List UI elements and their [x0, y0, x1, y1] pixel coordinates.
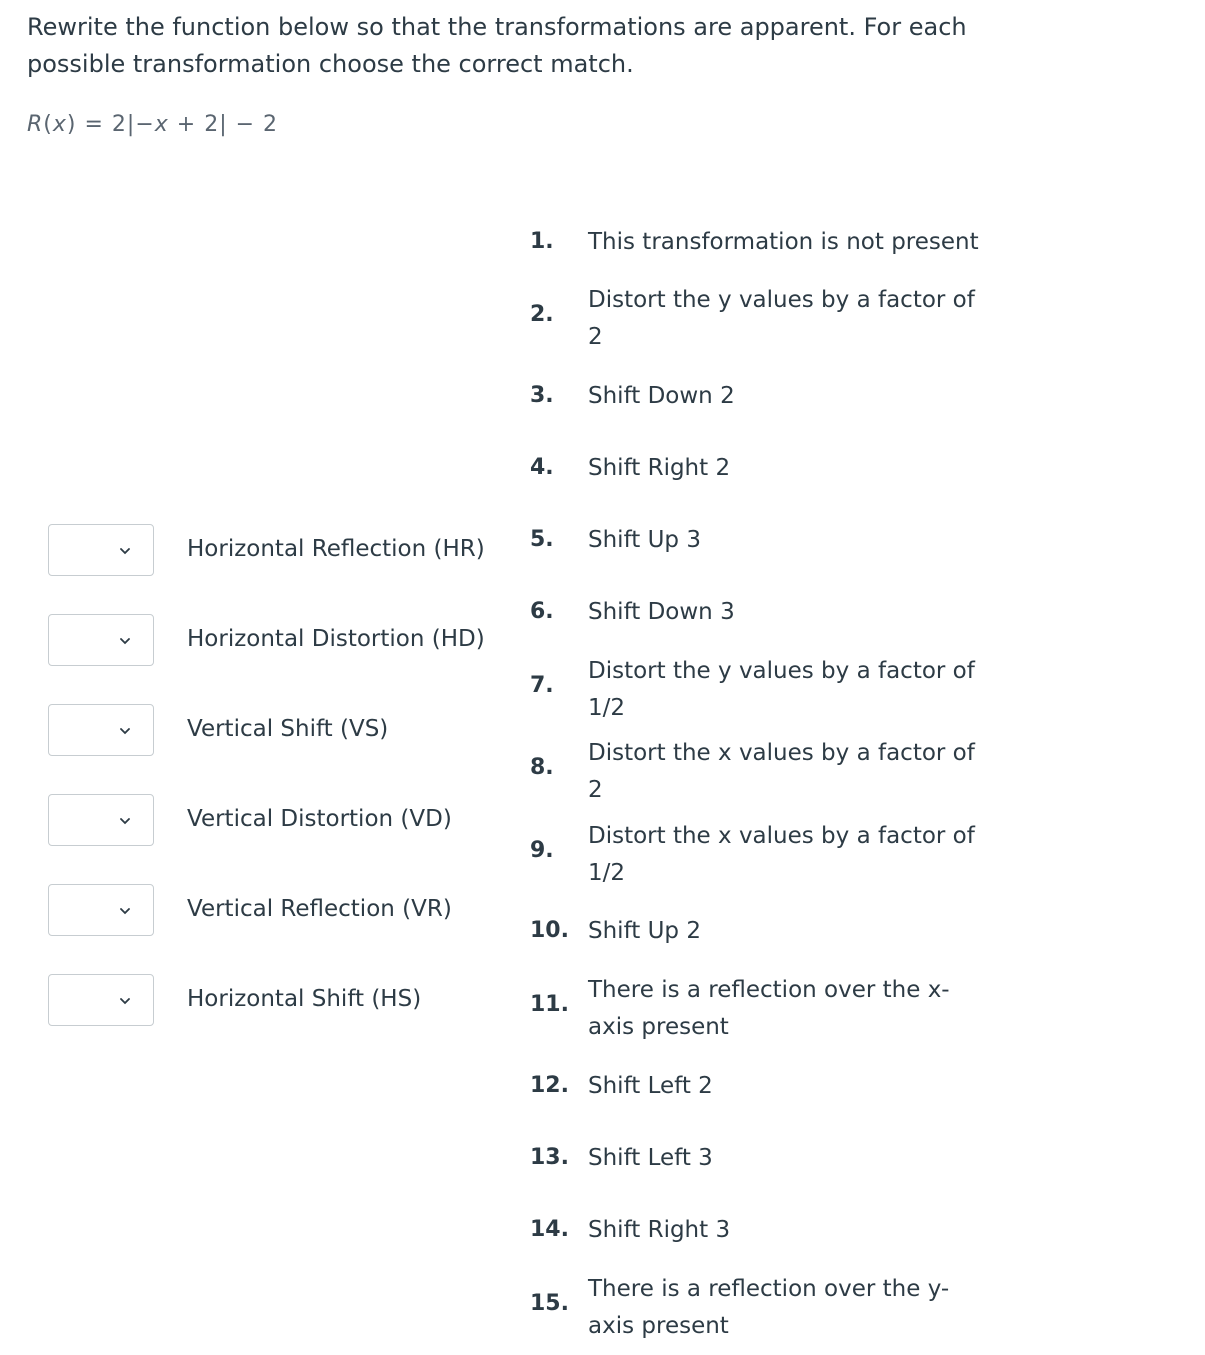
option-number: 5.: [530, 527, 554, 552]
option-text: Shift Right 2: [588, 455, 731, 481]
option-text: Shift Left 2: [588, 1073, 713, 1099]
match-select-hd[interactable]: [48, 614, 154, 666]
option-text: There is a reflection over the x-axis present: [588, 977, 950, 1040]
option-text: This transformation is not present: [588, 229, 979, 255]
option-number: 3.: [530, 383, 554, 408]
option-text: Shift Up 3: [588, 527, 701, 553]
option-number: 2.: [530, 302, 554, 327]
chevron-down-icon: [119, 815, 131, 827]
function-name: R: [27, 112, 44, 137]
option-text: Shift Down 2: [588, 383, 735, 409]
question-prompt: [27, 9, 987, 83]
option-text: Shift Right 3: [588, 1217, 731, 1243]
chevron-down-icon: [119, 995, 131, 1007]
option-number: 11.: [530, 992, 569, 1017]
option-number: 8.: [530, 755, 554, 780]
option-number: 9.: [530, 838, 554, 863]
match-select-vs[interactable]: [48, 704, 154, 756]
option-text: Shift Left 3: [588, 1145, 713, 1171]
equation-variable: x: [154, 112, 169, 137]
option-text: Distort the y values by a factor of 1/2: [588, 658, 975, 721]
match-row: [48, 884, 518, 938]
option-text: There is a reflection over the y-axis present: [588, 1276, 950, 1339]
equation-tail: + 2| − 2: [168, 112, 279, 137]
option-number: 6.: [530, 599, 554, 624]
function-variable: x: [52, 112, 67, 137]
match-label: Vertical Reflection (VR): [187, 896, 452, 922]
match-label: Horizontal Reflection (HR): [187, 536, 485, 562]
match-row: [48, 524, 518, 578]
option-text: Shift Down 3: [588, 599, 735, 625]
option-text: Distort the x values by a factor of 1/2: [588, 823, 975, 886]
match-label: Horizontal Shift (HS): [187, 986, 422, 1012]
match-label: Vertical Distortion (VD): [187, 806, 452, 832]
match-row: [48, 794, 518, 848]
chevron-down-icon: [119, 725, 131, 737]
prompt-line-2: possible transformation choose the correct match.: [27, 50, 634, 78]
match-select-vd[interactable]: [48, 794, 154, 846]
match-select-vr[interactable]: [48, 884, 154, 936]
match-label: Vertical Shift (VS): [187, 716, 389, 742]
match-row: [48, 974, 518, 1028]
match-label: Horizontal Distortion (HD): [187, 626, 485, 652]
equation-body: = 2|−: [76, 112, 155, 137]
chevron-down-icon: [119, 635, 131, 647]
function-equation: R(x) = 2|−x + 2| − 2: [27, 112, 279, 137]
option-number: 1.: [530, 229, 554, 254]
option-number: 13.: [530, 1145, 569, 1170]
option-number: 7.: [530, 673, 554, 698]
prompt-line-1: Rewrite the function below so that the transformations are apparent. For each: [27, 13, 967, 41]
match-row: [48, 614, 518, 668]
match-row: [48, 704, 518, 758]
option-number: 4.: [530, 455, 554, 480]
chevron-down-icon: [119, 905, 131, 917]
match-select-hs[interactable]: [48, 974, 154, 1026]
option-number: 14.: [530, 1217, 569, 1242]
match-select-hr[interactable]: [48, 524, 154, 576]
option-number: 10.: [530, 918, 569, 943]
option-text: Shift Up 2: [588, 918, 701, 944]
chevron-down-icon: [119, 545, 131, 557]
option-number: 15.: [530, 1291, 569, 1316]
option-number: 12.: [530, 1073, 569, 1098]
option-text: Distort the x values by a factor of 2: [588, 740, 975, 803]
option-text: Distort the y values by a factor of 2: [588, 287, 975, 350]
